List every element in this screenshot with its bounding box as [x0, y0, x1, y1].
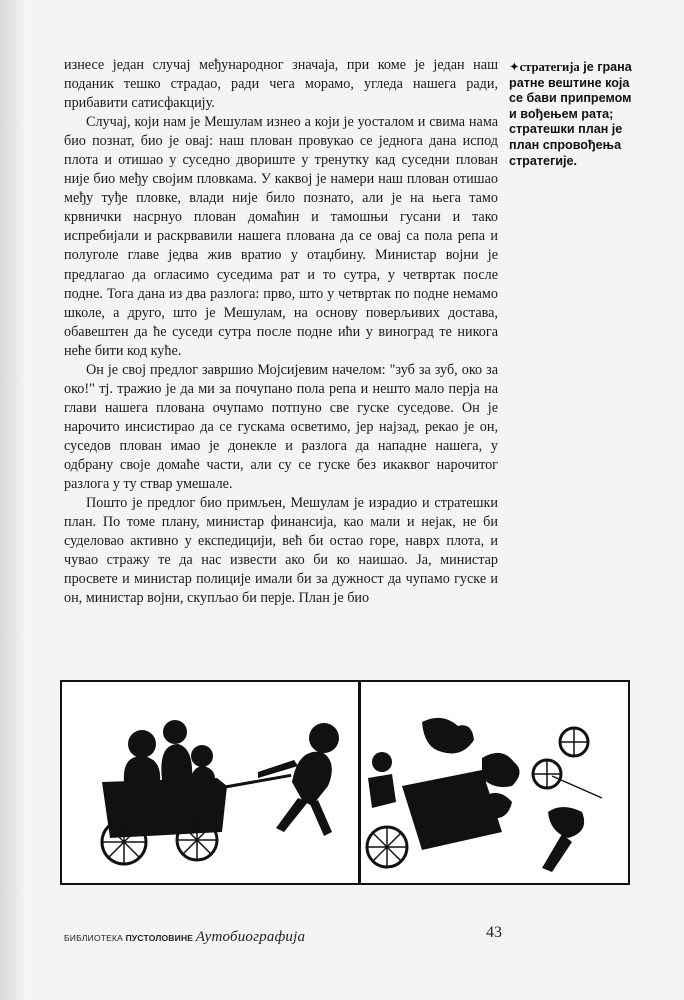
footer-series	[64, 929, 305, 946]
paragraph-1: изнесе један случај међународног значаја, при коме је један наш поданик тешко страдао, ради чега морамо, угледа нашега ради, прибавити сатисфакцију.	[64, 57, 498, 112]
book-title: Аутобиографија	[195, 929, 306, 945]
glossary-term: стратегија	[519, 60, 580, 74]
main-text-column	[64, 56, 498, 608]
page-binding-shadow	[0, 0, 26, 1000]
silhouette-illustration	[60, 680, 630, 885]
series-prefix: БИБЛИОТЕКА	[64, 933, 124, 943]
bullet-icon: ✦	[509, 60, 520, 74]
paragraph-3: Он је свој предлог завршио Мојсијевим начелом: "зуб за зуб, око за око!" тј. тражио је да ми за почупано пола репа и нешто мало перја на глави нашега плована очупамо потпуно све гуске суседове. Он је нарочито инсистирао да се гускама осветимо, јер најзад, рекао је он, суседов плован имао је донекле и разлога да нападне нашега, у одбрану своје домаће части, али су се гуске без икаквог нарочитог разлога у ту ствар умешале.	[64, 361, 498, 493]
paragraph-2: Случај, који нам је Мешулам изнео а који је уосталом и свима нама био познат, био је овај: наш плован провукао се једнога дана испод плота и отишао у суседно двориште у тренутку кад суседни плован није био међу својим пловкама. У каквој је намери наш плован отишао међу туђе пловке, влади није било познато, али је на њега тамо крвнички насрнуо плован домаћин и тамошњи гусани и тако испребијали и раскрвавили нашега плована да се овај са пола репа и полуголе главе једва жив вратио у отаџбину. Министар војни је предлагао да огласимо суседима рат и то сутра, у четвртак после подне. Тога дана из два разлога: прво, што у четвртак по подне немамо школе, а друго, што је Мешулам, на основу поверљивих достава, обавештен да ће суседи сутра после подне ићи у виноград те никога неће бити код куће.	[64, 114, 498, 359]
glossary-definition: је грана ратне вештине која се бави припремом и вођењем рата; стратешки план је план спровођења стратегије.	[509, 60, 632, 168]
paragraph-4: Пошто је предлог био примљен, Мешулам је израдио и стратешки план. По томе плану, министар финансија, као мали и нејак, не би суделовао активно у експедицији, већ би остао горе, наврх плота, и чувао стражу те да нас извести ако би ко наишао. Ја, министар просвете и министар полиције имали би за дужност да чупамо гуске и он, министар војни, скупљао би перје. План је био	[64, 495, 498, 607]
page-number: 43	[486, 924, 502, 941]
series-name: ПУСТОЛОВИНЕ	[125, 933, 194, 943]
glossary-sidebar	[509, 60, 635, 169]
silhouette-drawing	[62, 682, 628, 883]
